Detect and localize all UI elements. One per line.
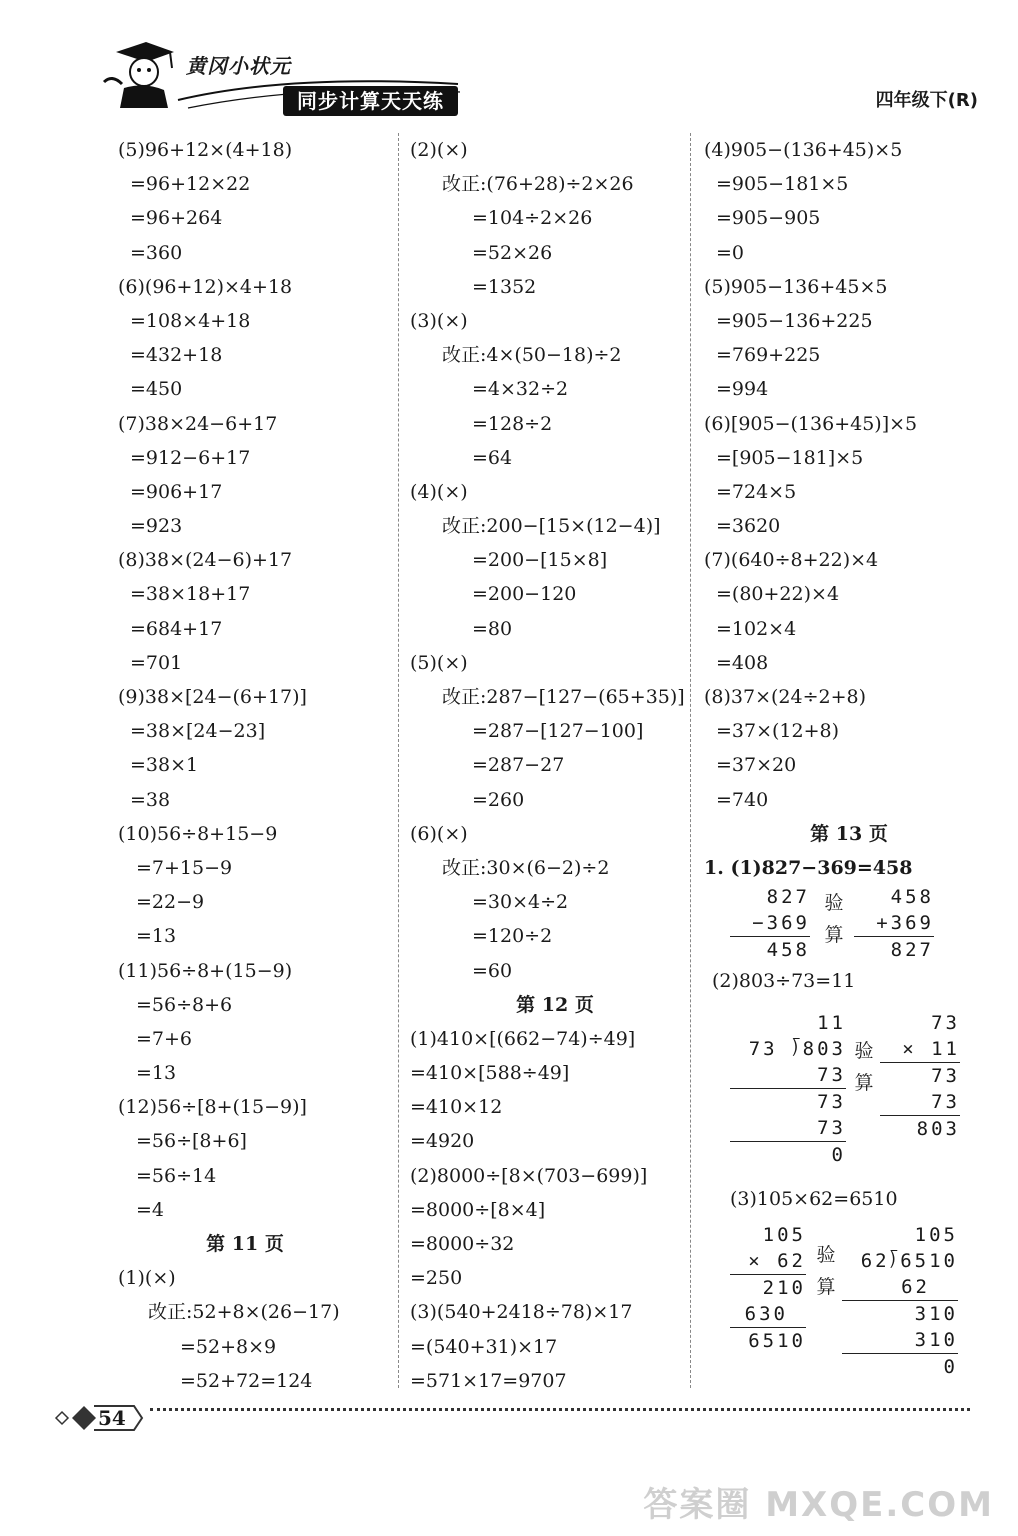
answer-line: (4)(×) bbox=[410, 480, 468, 503]
answer-line: =912−6+17 bbox=[130, 446, 251, 469]
long-division bbox=[730, 1010, 846, 1168]
answer-line: =38×[24−23] bbox=[130, 720, 266, 743]
arith-row: 73 bbox=[730, 1115, 846, 1142]
answer-line: =38×1 bbox=[130, 754, 199, 777]
answer-line: =200−[15×8] bbox=[472, 549, 608, 572]
answer-line: (11)56÷8+(15−9) bbox=[118, 959, 293, 982]
answer-line: =38 bbox=[130, 788, 171, 811]
answer-line: 1. (1)827−369=458 bbox=[704, 856, 913, 879]
answer-line: =260 bbox=[472, 788, 525, 811]
vertical-addition-check bbox=[854, 884, 934, 963]
answer-line: =571×17=9707 bbox=[410, 1369, 567, 1392]
arith-row: 803 bbox=[916, 1118, 960, 1140]
arith-row: 105 bbox=[762, 1224, 806, 1246]
answer-line: =906+17 bbox=[130, 480, 223, 503]
answer-line: 改正:200−[15×(12−4)] bbox=[442, 515, 661, 538]
arith-row: −369 bbox=[730, 910, 810, 937]
arith-row: 73 bbox=[730, 1062, 846, 1089]
answer-line: =0 bbox=[716, 241, 745, 264]
answer-line: =410×12 bbox=[410, 1096, 503, 1119]
answer-line: 改正:4×(50−18)÷2 bbox=[442, 344, 622, 367]
arith-row: 11 bbox=[817, 1012, 846, 1034]
arith-row: 105 bbox=[914, 1224, 958, 1246]
grade-label: 四年级下(R) bbox=[875, 90, 978, 111]
answer-line: 改正:287−[127−(65+35)] bbox=[442, 686, 685, 708]
answer-line: =13 bbox=[136, 1062, 177, 1085]
answer-line: =52+8×9 bbox=[180, 1335, 277, 1358]
arith-row: 73 bbox=[931, 1065, 960, 1087]
answer-line: (8)38×(24−6)+17 bbox=[118, 549, 293, 572]
answer-line: (3)(×) bbox=[410, 309, 468, 332]
arith-row: 62⟌6510 bbox=[860, 1250, 958, 1272]
answer-line: =64 bbox=[472, 446, 513, 469]
answer-line: =37×(12+8) bbox=[716, 720, 840, 743]
answer-line: =104÷2×26 bbox=[472, 207, 593, 230]
answer-line: =923 bbox=[130, 515, 183, 538]
answer-line: =80 bbox=[472, 617, 513, 640]
answer-line: =684+17 bbox=[130, 617, 223, 640]
answer-line: (6)[905−(136+45)]×5 bbox=[704, 412, 918, 435]
answer-line: =724×5 bbox=[716, 480, 797, 503]
answer-line: (7)38×24−6+17 bbox=[118, 412, 278, 435]
answer-column-3 bbox=[704, 133, 994, 885]
answer-line: =128÷2 bbox=[472, 412, 553, 435]
footer-dotted-line bbox=[150, 1408, 970, 1411]
arith-row: 210 bbox=[762, 1277, 806, 1299]
vertical-multiplication-check bbox=[880, 1010, 960, 1142]
section-heading: 第 13 页 bbox=[810, 822, 888, 845]
answer-column-1 bbox=[100, 133, 390, 1398]
answer-line: (2)803÷73=11 bbox=[712, 970, 856, 992]
answer-line: (4)905−(136+45)×5 bbox=[704, 139, 903, 161]
answer-line: =1352 bbox=[472, 275, 537, 298]
answer-column-2 bbox=[410, 133, 700, 1398]
check-label: 验 bbox=[816, 1244, 836, 1266]
arith-row: 458 bbox=[766, 939, 810, 961]
arith-row: 0 bbox=[943, 1356, 958, 1378]
section-heading: 第 11 页 bbox=[206, 1233, 284, 1255]
answer-line: (7)(640÷8+22)×4 bbox=[704, 549, 879, 572]
check-label: 验 bbox=[824, 892, 844, 914]
answer-line: (10)56÷8+15−9 bbox=[118, 822, 278, 845]
answer-line: =450 bbox=[130, 378, 183, 401]
column-divider bbox=[398, 133, 399, 1388]
arith-row: 62 bbox=[842, 1274, 958, 1301]
watermark: 答案圈 MXQE.COM bbox=[643, 1485, 994, 1525]
answer-line: =905−905 bbox=[716, 207, 821, 230]
arith-row: × 11 bbox=[880, 1036, 960, 1063]
answer-line: =200−120 bbox=[472, 583, 577, 606]
answer-line: (5)96+12×(4+18) bbox=[118, 139, 293, 161]
answer-line: (2)(×) bbox=[410, 139, 468, 161]
answer-line: =740 bbox=[716, 788, 769, 811]
answer-line: (6)(96+12)×4+18 bbox=[118, 275, 293, 298]
answer-line: (5)(×) bbox=[410, 651, 468, 674]
answer-line: =8000÷[8×4] bbox=[410, 1198, 546, 1221]
arith-row: × 62 bbox=[730, 1248, 806, 1275]
answer-line: =7+15−9 bbox=[136, 856, 233, 879]
answer-line: (8)37×(24÷2+8) bbox=[704, 686, 867, 708]
answer-line: =102×4 bbox=[716, 617, 797, 640]
series-banner: 同步计算天天练 bbox=[283, 86, 458, 116]
answer-line: =410×[588÷49] bbox=[410, 1062, 570, 1085]
answer-line: =905−136+225 bbox=[716, 309, 873, 332]
answer-line: =3620 bbox=[716, 515, 781, 538]
arith-row: +369 bbox=[854, 910, 934, 937]
answer-line: (6)(×) bbox=[410, 822, 468, 845]
answer-line: =37×20 bbox=[716, 754, 797, 777]
answer-line: =701 bbox=[130, 651, 183, 674]
answer-line: (9)38×[24−(6+17)] bbox=[118, 686, 307, 708]
answer-line: =994 bbox=[716, 378, 769, 401]
answer-line: =(540+31)×17 bbox=[410, 1335, 558, 1358]
arith-row: 310 bbox=[914, 1303, 958, 1325]
answer-line: =13 bbox=[136, 925, 177, 948]
answer-line: =52×26 bbox=[472, 241, 553, 264]
check-label: 算 bbox=[816, 1276, 836, 1298]
vertical-multiplication bbox=[730, 1222, 806, 1354]
answer-line: 改正:(76+28)÷2×26 bbox=[442, 173, 634, 196]
answer-line: =287−[127−100] bbox=[472, 720, 644, 743]
answer-line: (3)(540+2418÷78)×17 bbox=[410, 1301, 633, 1324]
answer-line: (2)8000÷[8×(703−699)] bbox=[410, 1164, 648, 1187]
answer-line: =(80+22)×4 bbox=[716, 583, 840, 606]
arith-row: 310 bbox=[842, 1327, 958, 1354]
answer-line: =52+72=124 bbox=[180, 1369, 313, 1392]
answer-line: =4×32÷2 bbox=[472, 378, 569, 401]
answer-line: =[905−181]×5 bbox=[716, 446, 864, 469]
answer-line: =120÷2 bbox=[472, 925, 553, 948]
answer-line: =60 bbox=[472, 959, 513, 982]
answer-line: =30×4÷2 bbox=[472, 891, 569, 914]
check-label: 验 bbox=[854, 1040, 874, 1062]
answer-line: (1)(×) bbox=[118, 1267, 176, 1290]
answer-line: =4 bbox=[136, 1198, 165, 1221]
answer-line: (5)905−136+45×5 bbox=[704, 275, 888, 298]
arith-row: 827 bbox=[890, 939, 934, 961]
answer-line: =22−9 bbox=[136, 891, 205, 914]
arith-row: 458 bbox=[890, 886, 934, 908]
arith-row: 6510 bbox=[748, 1330, 806, 1352]
answer-line: =96+264 bbox=[130, 207, 223, 230]
page-number: 54 bbox=[98, 1406, 126, 1430]
answer-line: =96+12×22 bbox=[130, 173, 251, 196]
answer-line: =250 bbox=[410, 1267, 463, 1290]
section-heading: 第 12 页 bbox=[516, 993, 594, 1016]
answer-line: (12)56÷[8+(15−9)] bbox=[118, 1096, 307, 1119]
answer-line: =8000÷32 bbox=[410, 1233, 515, 1255]
answer-line: =4920 bbox=[410, 1130, 475, 1153]
arith-row: 630 bbox=[730, 1301, 806, 1328]
answer-line: =408 bbox=[716, 651, 769, 674]
answer-line: =56÷[8+6] bbox=[136, 1130, 247, 1153]
answer-line: =360 bbox=[130, 241, 183, 264]
brand-title: 黄冈小状元 bbox=[186, 54, 291, 78]
answer-line: =287−27 bbox=[472, 754, 565, 777]
arith-row: 73 bbox=[931, 1012, 960, 1034]
long-division-check bbox=[842, 1222, 958, 1380]
answer-line: =38×18+17 bbox=[130, 583, 251, 606]
answer-line: =7+6 bbox=[136, 1027, 193, 1050]
answer-line: =56÷8+6 bbox=[136, 993, 233, 1016]
page-header bbox=[0, 0, 1018, 130]
check-label: 算 bbox=[854, 1072, 874, 1094]
answer-line: (1)410×[(662−74)÷49] bbox=[410, 1027, 636, 1050]
arith-row: 0 bbox=[831, 1144, 846, 1166]
answer-line: =905−181×5 bbox=[716, 173, 849, 196]
check-label: 算 bbox=[824, 924, 844, 946]
arith-row: 73 bbox=[817, 1091, 846, 1113]
answer-line: =432+18 bbox=[130, 344, 223, 367]
vertical-subtraction bbox=[730, 884, 810, 963]
answer-line: 改正:52+8×(26−17) bbox=[148, 1301, 340, 1324]
answer-line: =108×4+18 bbox=[130, 309, 251, 332]
arith-row: 73 bbox=[880, 1089, 960, 1116]
answer-line: =769+225 bbox=[716, 344, 821, 367]
answer-line: =56÷14 bbox=[136, 1164, 217, 1187]
answer-line: (3)105×62=6510 bbox=[730, 1188, 898, 1210]
arith-row: 73 ⟌803 bbox=[748, 1038, 846, 1060]
arith-row: 827 bbox=[766, 886, 810, 908]
answer-line: 改正:30×(6−2)÷2 bbox=[442, 856, 610, 879]
